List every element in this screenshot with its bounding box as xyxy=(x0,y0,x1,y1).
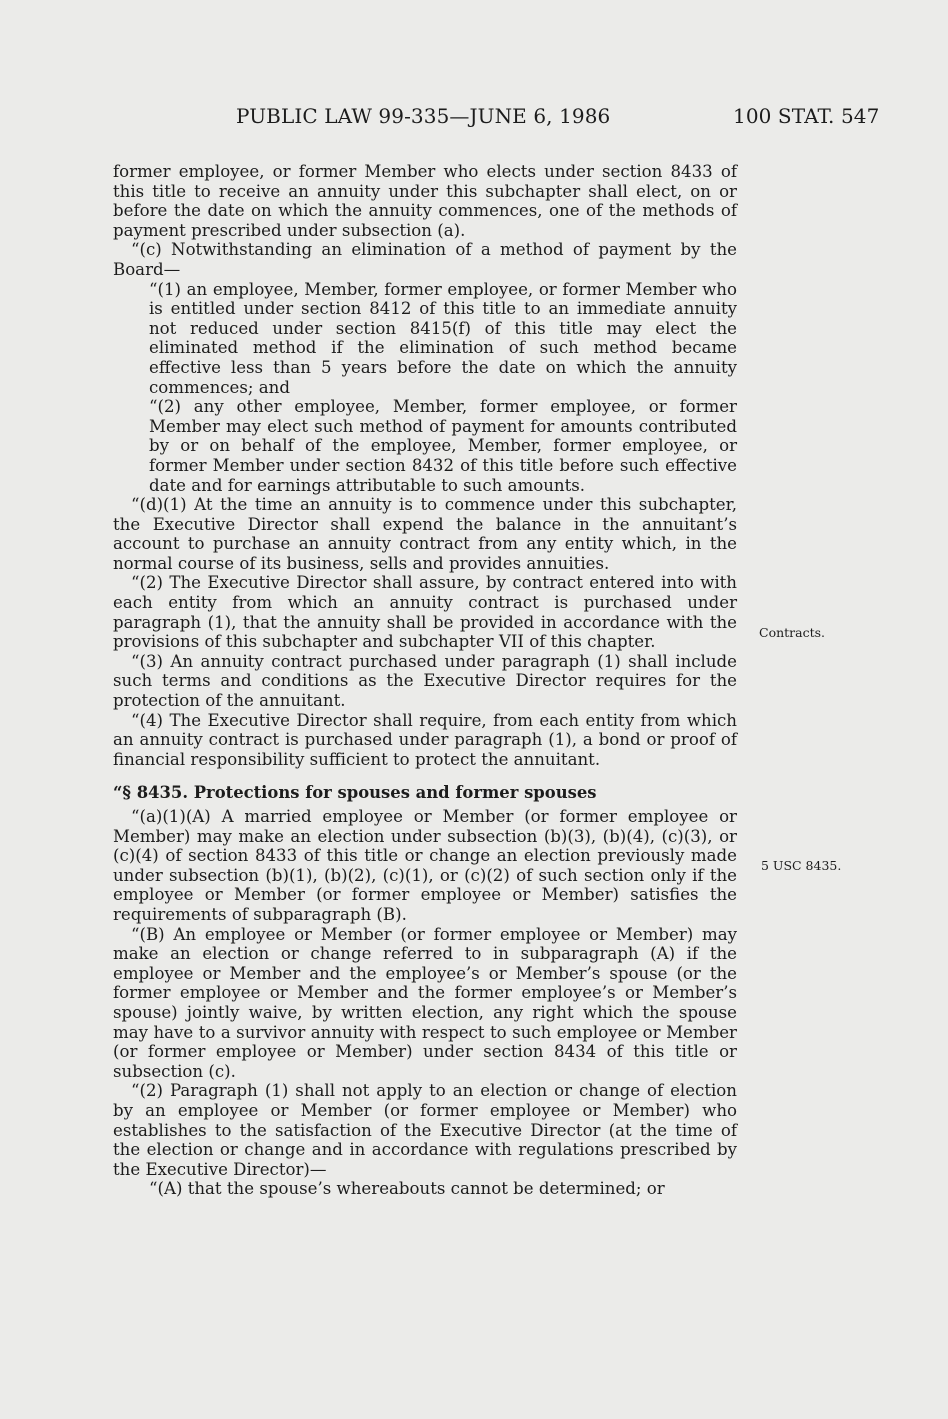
paragraph: “(a)(1)(A) A married employee or Member (or former employee or Member) may make an election under subsection (b)(3), (b)(4), (c)(3), or (c)(4) of section 8433 of this title or change an election previously made under subsection (b)(1), (b)(2), (c)(1), or (c)(2) of such section only if the employee or Member (or former employee or Member) satisfies the requirements of subparagraph (B). xyxy=(113,807,737,924)
paragraph: “(3) An annuity contract purchased under paragraph (1) shall include such terms and conditions as the Executive Director requires for the protection of the annuitant. xyxy=(113,651,737,711)
paragraph: “(4) The Executive Director shall require, from each entity from which an annuity contract is purchased under paragraph (1), a bond or proof of financial responsibility sufficient to protect the annuitant. xyxy=(113,710,737,769)
paragraph: “(d)(1) At the time an annuity is to commence under this subchapter, the Executive Director shall expend the balance in the annuitant’s account to purchase an annuity contract from any entity which, in the normal course of its business, sells and provides annuities. xyxy=(113,495,737,573)
document-body xyxy=(113,162,737,1199)
margin-note-usc-citation: 5 USC 8435. xyxy=(761,858,842,873)
paragraph: “(2) any other employee, Member, former employee, or former Member may elect such method of payment for amounts contributed by or on behalf of the employee, Member, former employee, or former Member under section 8432 of this title before such effective date and for earnings attributable to such amounts. xyxy=(149,397,737,495)
paragraph: former employee, or former Member who elects under section 8433 of this title to receive an annuity under this subchapter shall elect, on or before the date on which the annuity commences, one of the methods of payment prescribed under subsection (a). xyxy=(113,162,737,240)
paragraph: “(B) An employee or Member (or former employee or Member) may make an election or change referred to in subparagraph (A) if the employee or Member and the employee’s or Member’s spouse (or the former employee or Member and the former employee’s or Member’s spouse) jointly waive, by written election, any right which the spouse may have to a survivor annuity with respect to such employee or Member (or former employee or Member) under section 8434 of this title or subsection (c). xyxy=(113,924,737,1081)
page-header-title: PUBLIC LAW 99-335—JUNE 6, 1986 xyxy=(236,104,611,128)
margin-note-contracts: Contracts. xyxy=(759,625,826,640)
paragraph: “(1) an employee, Member, former employee, or former Member who is entitled under section 8412 of this title to an immediate annuity not reduced under section 8415(f) of this title may elect the eliminated method if the elimination of such method became effective less than 5 years before the date on which the annuity commences; and xyxy=(149,279,737,397)
paragraph: “(2) Paragraph (1) shall not apply to an election or change of election by an employee or Member (or former employee or Member) who establishes to the satisfaction of the Executive Director (at the time of the election or change and in accordance with regulations prescribed by the Executive Director)— xyxy=(113,1081,737,1179)
paragraph: “(c) Notwithstanding an elimination of a method of payment by the Board— xyxy=(113,240,737,279)
paragraph: “(2) The Executive Director shall assure, by contract entered into with each entity from which an annuity contract is purchased under paragraph (1), that the annuity shall be provided in accordance with the provisions of this subchapter and subchapter VII of this chapter. xyxy=(113,573,737,652)
section-heading: “§ 8435. Protections for spouses and former spouses xyxy=(113,783,597,803)
paragraph: “(A) that the spouse’s whereabouts cannot be determined; or xyxy=(149,1179,665,1199)
page-header-stat: 100 STAT. 547 xyxy=(733,104,880,128)
